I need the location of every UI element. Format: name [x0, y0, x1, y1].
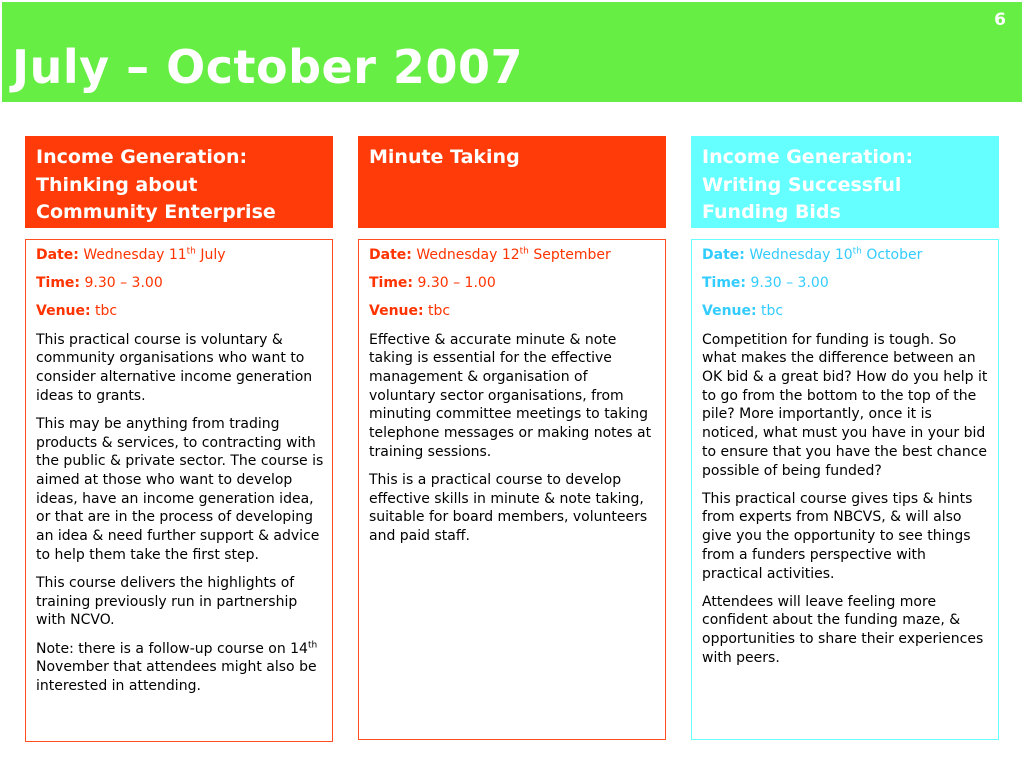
course-title: Income Generation: Writing Successful Funding Bids — [702, 146, 914, 223]
description-paragraph: This course delivers the highlights of training previously run in partnership with NCVO. — [36, 575, 298, 629]
description-paragraph: This may be anything from trading products & services, to contracting with the public & private sector. The course is aimed at those who want to develop ideas, have an income generation idea, or that are in the process of developing an idea & need further support & advice to help them take the first step. — [36, 415, 324, 563]
course-column-income-generation-enterprise — [25, 136, 333, 742]
description-paragraph: This practical course gives tips & hints from experts from NBCVS, & will also give you the opportunity to see things from a funders perspective with practical activities. — [702, 490, 973, 582]
follow-up-note: Note: there is a follow-up course on 14th November that attendees might also be interested in attending. — [36, 640, 318, 695]
date-label: Date: — [369, 247, 412, 263]
description-paragraph: This is a practical course to develop effective skills in minute & note taking, suitable for board members, volunteers and paid staff. — [369, 472, 648, 545]
course-details-box — [691, 239, 999, 740]
venue-value: tbc — [428, 303, 451, 320]
venue-line — [702, 302, 990, 321]
time-label: Time: — [36, 275, 81, 292]
time-line — [36, 274, 324, 293]
date-line — [36, 246, 324, 265]
venue-label: Venue: — [702, 303, 757, 320]
description-paragraph: Attendees will leave feeling more confident about the funding maze, & opportunities to share their experiences with peers. — [702, 593, 984, 666]
description-paragraph: Effective & accurate minute & note taking is essential for the effective management & organisation of voluntary sector organisations, from minuting committee meetings to taking telephone messages or making notes at training sessions. — [369, 331, 652, 460]
venue-label: Venue: — [369, 303, 424, 320]
page-title: July – October 2007 — [12, 40, 523, 94]
description-paragraph: This practical course is voluntary & community organisations who want to consider alternative income generation ideas to grants. — [36, 331, 313, 404]
venue-line — [36, 302, 324, 321]
time-label: Time: — [702, 275, 747, 292]
course-title: Minute Taking — [369, 146, 520, 168]
time-label: Time: — [369, 275, 414, 292]
venue-value: tbc — [95, 303, 118, 320]
date-label: Date: — [36, 247, 79, 263]
date-value: Wednesday 11th July — [83, 246, 226, 263]
course-title-box — [691, 136, 999, 228]
course-details-box — [25, 239, 333, 742]
course-title-box — [25, 136, 333, 228]
time-line — [369, 274, 657, 293]
time-value: 9.30 – 3.00 — [84, 275, 163, 292]
course-column-minute-taking — [358, 136, 666, 740]
page-number: 6 — [994, 10, 1006, 30]
course-column-funding-bids — [691, 136, 999, 740]
venue-value: tbc — [761, 303, 784, 320]
time-value: 9.30 – 1.00 — [417, 275, 496, 292]
date-value: Wednesday 12th September — [416, 246, 611, 263]
venue-label: Venue: — [36, 303, 91, 320]
time-line — [702, 274, 990, 293]
date-label: Date: — [702, 247, 745, 263]
time-value: 9.30 – 3.00 — [750, 275, 829, 292]
date-line — [369, 246, 657, 265]
date-value: Wednesday 10th October — [749, 246, 923, 263]
date-line — [702, 246, 990, 265]
venue-line — [369, 302, 657, 321]
course-title: Income Generation: Thinking about Community Enterprise — [36, 146, 276, 223]
description-paragraph: Competition for funding is tough. So what makes the difference between an OK bid & a great bid? How do you help it to go from the bottom to the top of the pile? More importantly, once it is noticed, what must you have in your bid to ensure that you have the best chance possible of being funded? — [702, 331, 988, 479]
course-title-box — [358, 136, 666, 228]
title-banner — [2, 2, 1022, 102]
course-details-box — [358, 239, 666, 740]
